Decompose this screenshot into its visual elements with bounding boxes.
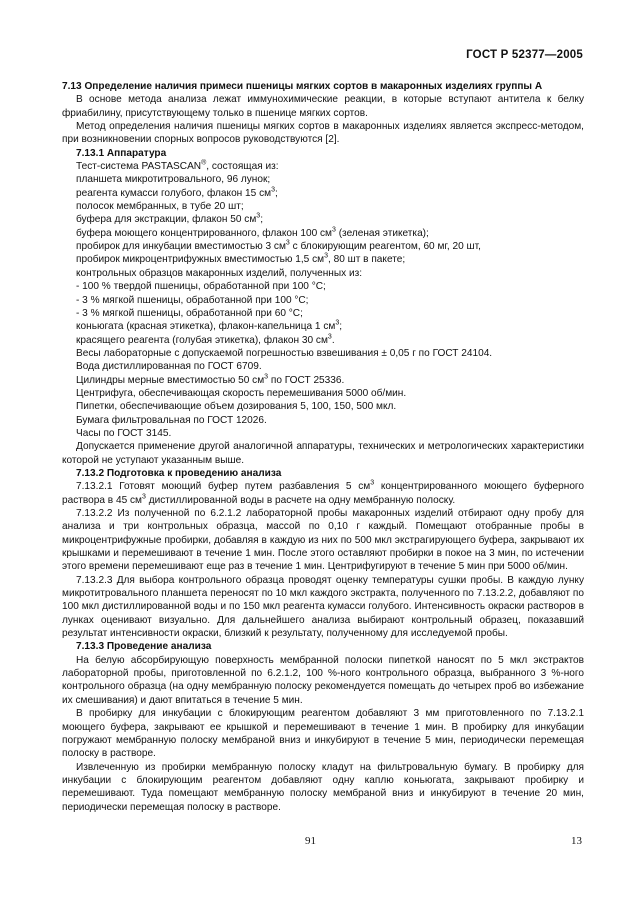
- equipment-item: Часы по ГОСТ 3145.: [76, 427, 172, 439]
- section-paragraph: Метод определения наличия пшеницы мягких сортов в макаронных изделиях является экспресс-методом, при возникновении спорных вопросов руководствуются [2].: [62, 121, 584, 146]
- apparatus-intro: Тест-система PASTASCAN®, состоящая из:: [76, 159, 279, 173]
- kit-item: реагента кумасси голубого, флакон 15 $см^3$;: [76, 186, 278, 199]
- kit-item: контрольных образцов макаронных изделий, полученных из:: [76, 267, 363, 279]
- kit-item: - 100 % твердой пшеницы, обработанной при 100 °С;: [76, 281, 326, 293]
- kit-item: пробирок микроцентрифужных вместимостью 1,5 $см^3$, 80 шт в пакете;: [76, 253, 406, 266]
- analysis-paragraph: В пробирку для инкубации с блокирующим реагентом добавляют 3 мм приготовленного по 7.13.2.1 моющего буфера, закрывают ее крышкой и перемешивают в течение 1 мин. В пробирку для инкубации погружают мембранную полоску мембраной вниз и инкубируют в течение 5 мин, периодически перемещая полоску в растворе.: [62, 708, 584, 760]
- analysis-title: 7.13.3 Проведение анализа: [76, 641, 212, 653]
- section-title: 7.13 Определение наличия примеси пшеницы мягких сортов в макаронных изделиях группы А: [62, 81, 543, 92]
- equipment-item: Цилиндры мерные вместимостью 50 $см^3$ по ГОСТ 25336.: [76, 373, 345, 386]
- apparatus-note: Допускается применение другой аналогичной аппаратуры, технических и метрологических характеристики которой не уступают указанным выше.: [62, 441, 584, 466]
- equipment-item: Вода дистиллированная по ГОСТ 6709.: [76, 361, 262, 373]
- kit-item: красящего реагента (голубая этикетка), флакон 30 $см^3$.: [76, 333, 335, 346]
- equipment-item: Бумага фильтровальная по ГОСТ 12026.: [76, 414, 267, 426]
- sequence-number: 91: [305, 835, 316, 847]
- kit-item: коньюгата (красная этикетка), флакон-капельница 1 $см^3$;: [76, 319, 343, 333]
- preparation-title: 7.13.2 Подготовка к проведению анализа: [76, 467, 282, 479]
- apparatus-title: 7.13.1 Аппаратура: [76, 147, 167, 159]
- kit-item: полосок мембранных, в тубе 20 шт;: [76, 201, 244, 213]
- equipment-item: Центрифуга, обеспечивающая скорость перемешивания 5000 об/мин.: [76, 387, 407, 399]
- kit-item: буфера моющего концентрированного, флакон 100 $см^3$ (зеленая этикетка);: [76, 226, 429, 239]
- kit-item: - 3 % мягкой пшеницы, обработанной при 100 °С;: [76, 294, 309, 306]
- standard-header: ГОСТ Р 52377—2005: [466, 49, 583, 61]
- kit-list: [62, 173, 584, 346]
- equipment-item: Весы лабораторные с допускаемой погрешностью взвешивания ± 0,05 г по ГОСТ 24104.: [76, 347, 493, 359]
- analysis-paragraph: Извлеченную из пробирки мембранную полоску кладут на фильтровальную бумагу. В пробирку для инкубации с блокирующим реагентом добавляют одну каплю коньюгата, закрывают пробирку и перемешивают. Туда помещают мембранную полоску мембраной вниз и инкубируют в течение 20 мин, периодически перемещая полоску в растворе.: [62, 761, 584, 813]
- page-number: 13: [571, 835, 582, 847]
- document-body: [62, 80, 584, 814]
- equipment-list: [62, 347, 584, 440]
- equipment-item: Пипетки, обеспечивающие объем дозирования 5, 100, 150, 500 мкл.: [76, 401, 397, 413]
- analysis-paragraph: На белую абсорбирующую поверхность мембранной полоски пипеткой наносят по 5 мкл экстрактов лабораторной пробы, приготовленной по 6.2.1.2, 100 %-ного контрольного образца, выбранного 3 %-ного контрольного образца (на одну мембранную полоску рекомендуется помещать до четырех проб во избежание их смешивания) и дают впитаться в течение 5 мин.: [62, 654, 584, 706]
- kit-item: буфера для экстракции, флакон 50 $см^3$;: [76, 213, 263, 226]
- section-paragraph: В основе метода анализа лежат иммунохимические реакции, в которые вступают антитела к белку фриабилину, присутствующему только в пшенице мягких сортов.: [62, 94, 584, 119]
- preparation-paragraph: 7.13.2.3 Для выбора контрольного образца проводят оценку температуры сушки пробы. В каждую лунку микротитровального планшета переносят по 10 мкл каждого экстракта, полученного по 7.13.2.2, добавляют по 100 мкл дистиллированной воды и по 150 мкл реагента кумасси голубого. Интенсивность окраски растворов в лунках оценивают визуально. Для дальнейшего анализа выбирают контрольный образец, показавший результат интенсивности окраски, близкий к результату, полученному для исследуемой пробы.: [62, 574, 584, 640]
- kit-item: пробирок для инкубации вместимостью 3 $см^3$ с блокирующим реагентом, 60 мг, 20 шт,: [76, 239, 481, 253]
- preparation-paragraph: 7.13.2.2 Из полученной по 6.2.1.2 лабораторной пробы макаронных изделий отбирают одну пробу для анализа и три контрольных образца, массой по 0,10 г каждый. Помещают отобранные пробы в микроцентрифужные пробирки, добавляя в каждую из них по 500 мкл экстрагирующего буфера, закрывают их крышками и перемешивают в течение 1 мин. После этого оставляют пробирки в покое на 3 мин, по истечении этого времени перемешивают еще раз в течение 1 мин. Центрифугируют в течение 5 мин при 5000 об/мин.: [62, 508, 584, 573]
- kit-item: - 3 % мягкой пшеницы, обработанной при 60 °С;: [76, 307, 303, 319]
- preparation-paragraph: 7.13.2.1 Готовят моющий буфер путем разбавления 5 $см^3$ концентрированного моющего буферного раствора в 45 $см^3$ дистиллированной воды в расчете на одну мембранную полоску.: [62, 479, 585, 506]
- kit-item: планшета микротитровального, 96 лунок;: [76, 174, 271, 186]
